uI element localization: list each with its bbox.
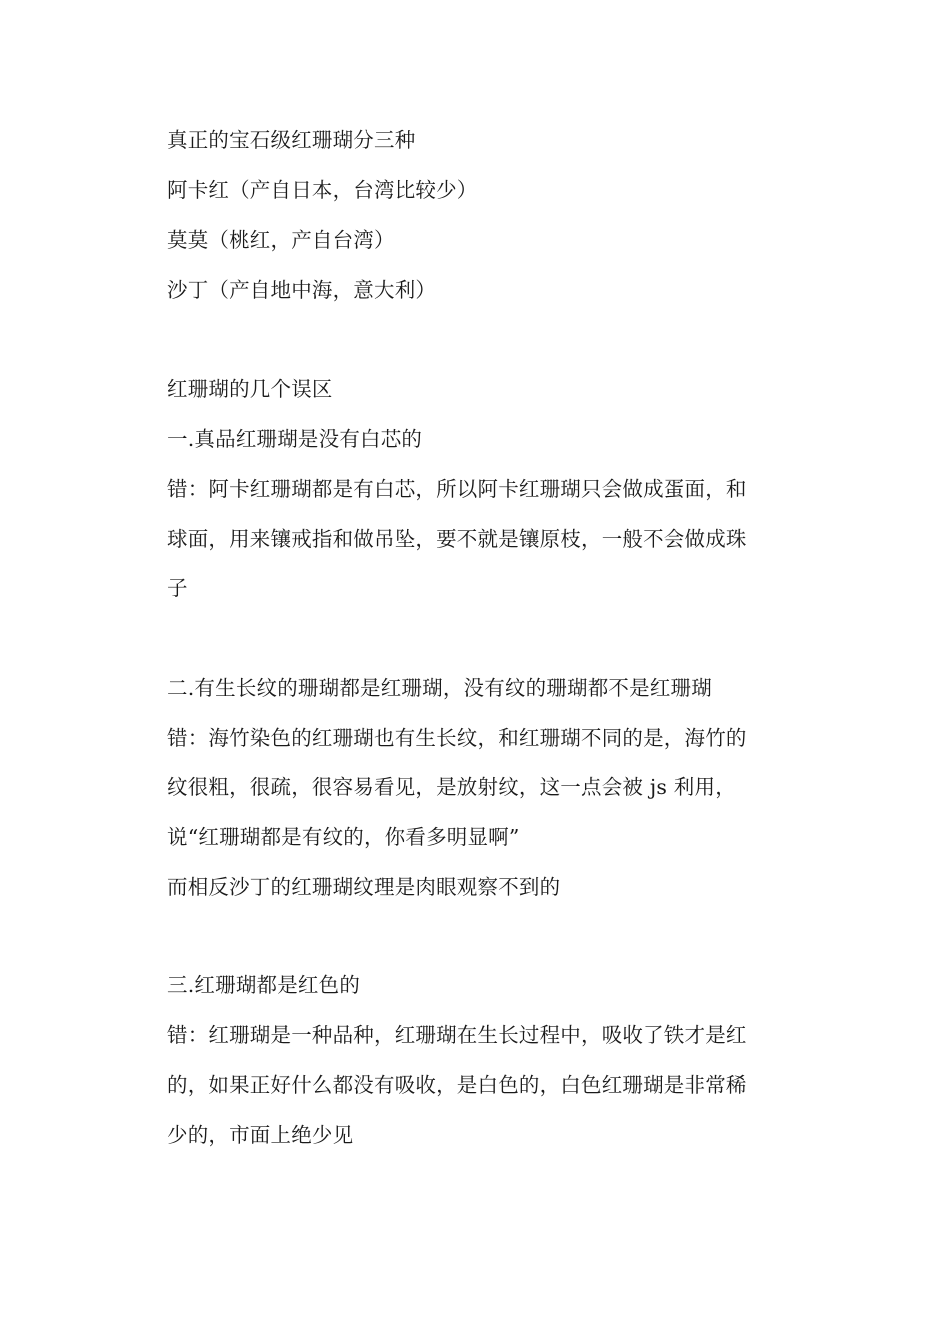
myth1-title: 一.真品红珊瑚是没有白芯的 <box>167 427 423 451</box>
myth1-line-3: 子 <box>167 576 188 600</box>
myth1-line-2: 球面，用来镶戒指和做吊坠，要不就是镶原枝，一般不会做成珠 <box>167 527 747 551</box>
myth3-title: 三.红珊瑚都是红色的 <box>167 973 361 997</box>
myth1-line-1: 错：阿卡红珊瑚都是有白芯，所以阿卡红珊瑚只会做成蛋面，和 <box>167 477 747 501</box>
myth3-line-3: 少的，市面上绝少见 <box>167 1123 354 1147</box>
coral-type-sardinia: 沙丁（产自地中海，意大利） <box>167 278 437 302</box>
myth2-title: 二.有生长纹的珊瑚都是红珊瑚，没有纹的珊瑚都不是红珊瑚 <box>167 676 712 700</box>
myth2-line-3: 说“红珊瑚都是有纹的，你看多明显啊” <box>167 825 520 849</box>
myth3-line-2: 的，如果正好什么都没有吸收，是白色的，白色红珊瑚是非常稀 <box>167 1073 747 1097</box>
section1-heading: 真正的宝石级红珊瑚分三种 <box>167 128 416 152</box>
myth2-line-2: 纹很粗，很疏，很容易看见，是放射纹，这一点会被 js 利用， <box>167 775 736 799</box>
myth2-line-4: 而相反沙丁的红珊瑚纹理是肉眼观察不到的 <box>167 875 561 899</box>
coral-type-momo: 莫莫（桃红，产自台湾） <box>167 228 395 252</box>
myth3-line-1: 错：红珊瑚是一种品种，红珊瑚在生长过程中，吸收了铁才是红 <box>167 1023 747 1047</box>
coral-type-akahon: 阿卡红（产自日本，台湾比较少） <box>167 178 478 202</box>
section2-heading: 红珊瑚的几个误区 <box>167 377 333 401</box>
myth2-line-1: 错：海竹染色的红珊瑚也有生长纹，和红珊瑚不同的是，海竹的 <box>167 726 747 750</box>
